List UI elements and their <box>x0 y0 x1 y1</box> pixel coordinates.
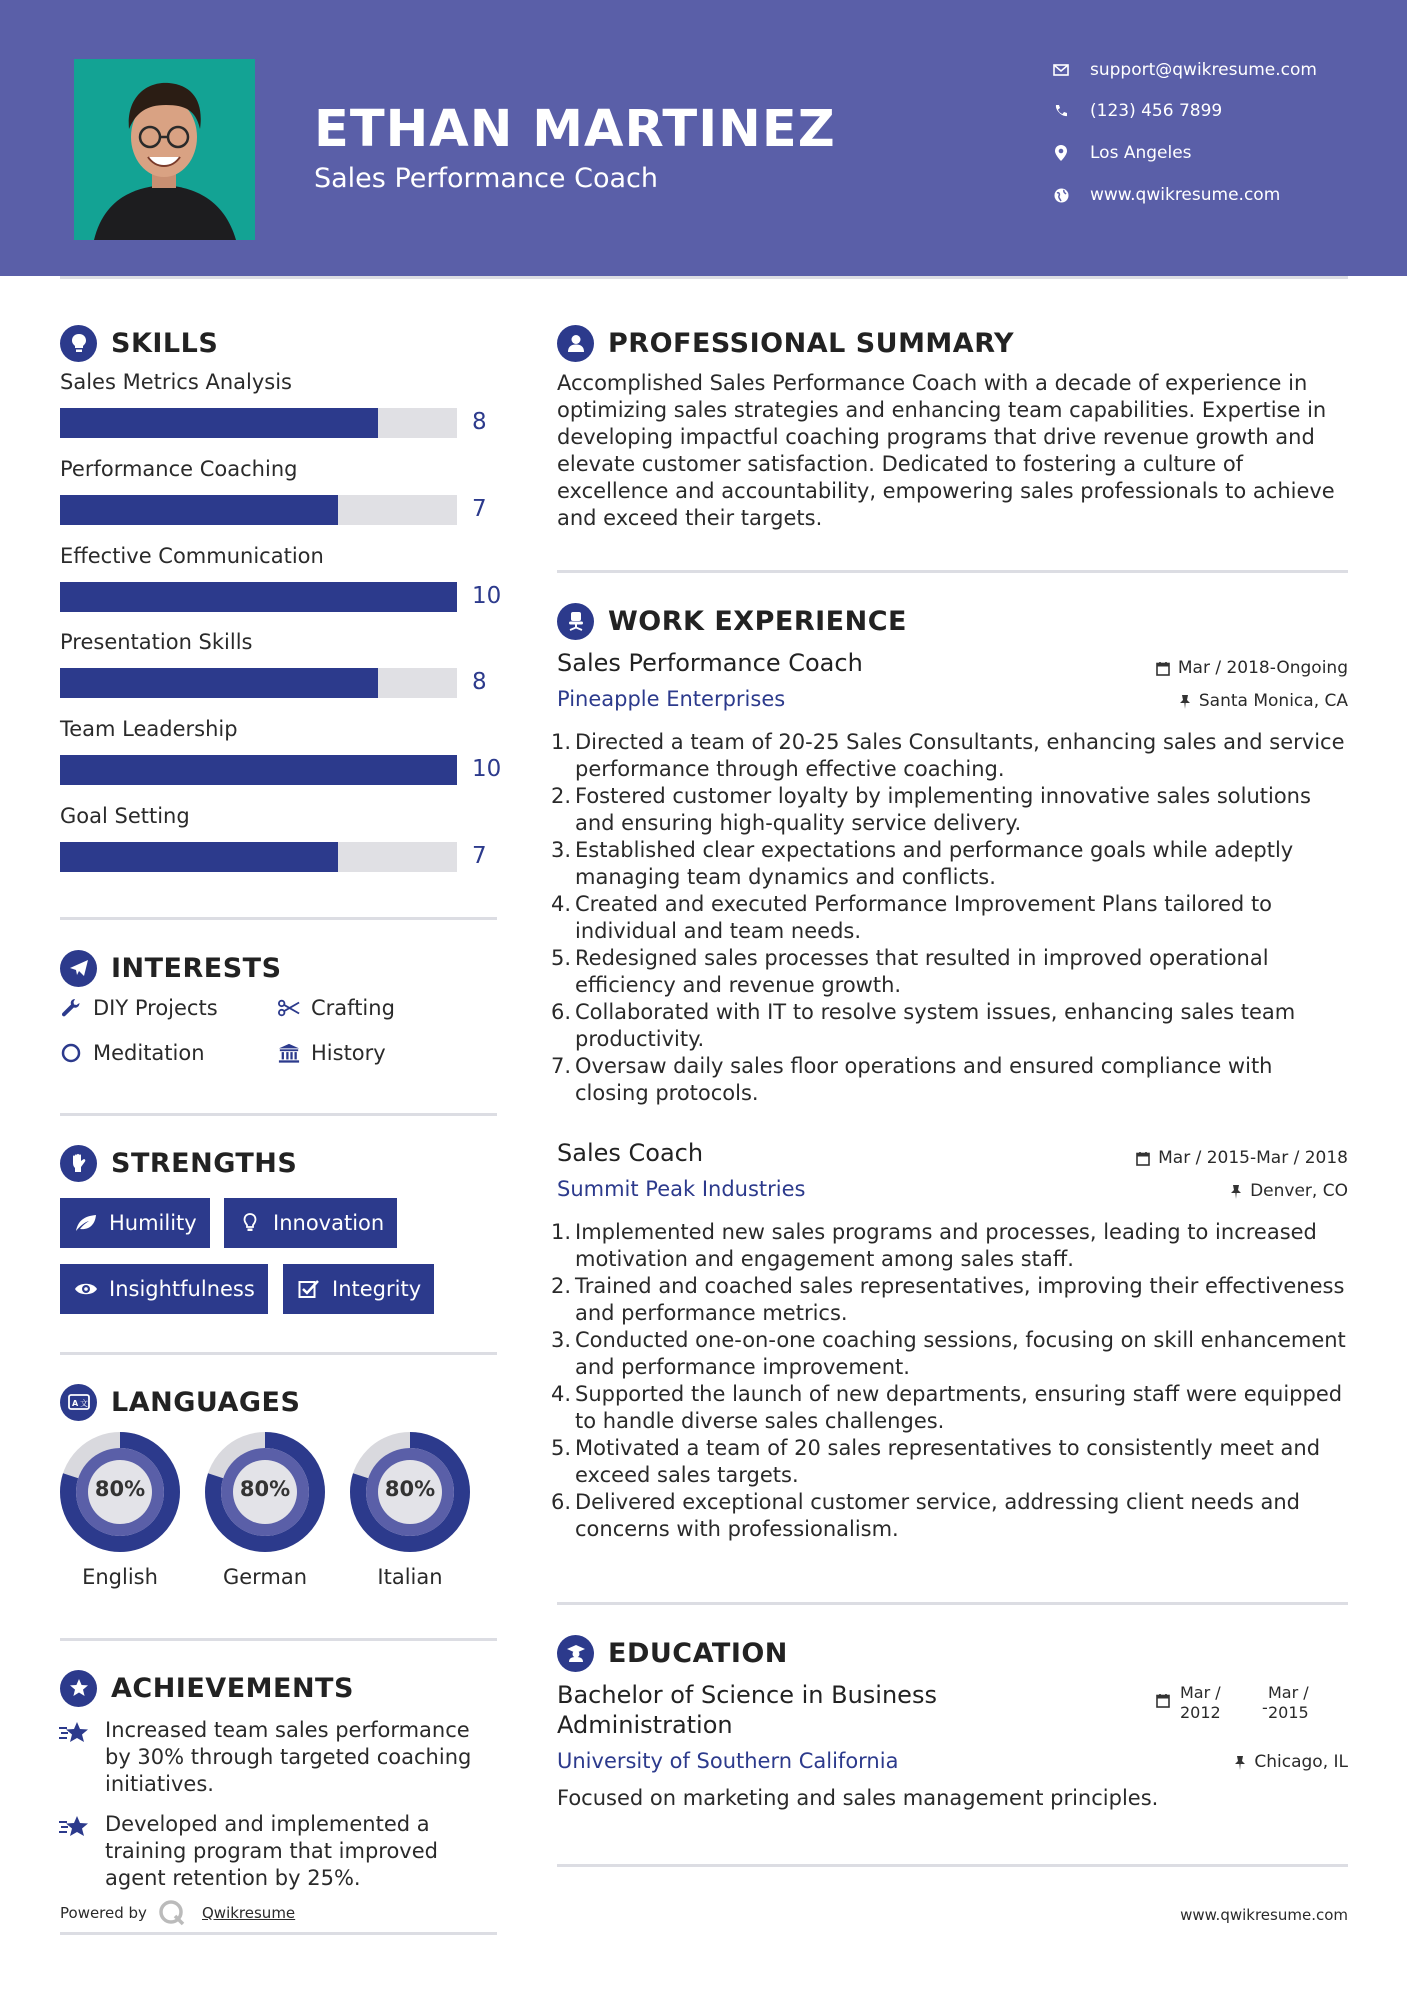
language-label: Italian <box>377 1565 443 1589</box>
contact-email-text: support@qwikresume.com <box>1090 60 1317 80</box>
language-label: English <box>82 1565 158 1589</box>
globe-icon <box>1050 184 1072 206</box>
circle-icon <box>60 1042 82 1064</box>
job-location <box>1179 691 1348 711</box>
strength-label: Integrity <box>332 1277 422 1301</box>
languages-title: LANGUAGES <box>111 1386 301 1418</box>
contact-email[interactable] <box>1050 55 1370 85</box>
interest-item <box>60 1041 205 1065</box>
school-name: University of Southern California <box>557 1749 899 1773</box>
edu-end-month: Mar / <box>1268 1683 1309 1702</box>
svg-text:文: 文 <box>79 1399 88 1408</box>
strength-tag <box>60 1264 268 1314</box>
edu-start-month: Mar / <box>1180 1683 1221 1702</box>
interest-item <box>60 996 218 1020</box>
language-icon <box>60 1384 97 1421</box>
skill-label: Team Leadership <box>60 717 238 741</box>
summary-heading <box>557 323 1014 363</box>
section-divider <box>557 570 1348 573</box>
candidate-name: ETHAN MARTINEZ <box>314 100 836 159</box>
job-date-text: Mar / 2015-Mar / 2018 <box>1158 1148 1348 1168</box>
profile-photo <box>74 59 255 240</box>
summary-text: Accomplished Sales Performance Coach with a decade of experience in optimizing sales strategies and enhancing team capabilities. Expertise in developing impactful coaching programs that drive revenue growth and elevate customer satisfaction. Dedicated to fostering a culture of excellence and accountability, empowering sales professionals to achieve and exceed their targets. <box>557 371 1335 530</box>
education-heading <box>557 1633 788 1673</box>
section-divider <box>60 1932 497 1935</box>
achievement-text: Developed and implemented a training program that improved agent retention by 25%. <box>105 1812 438 1890</box>
skills-title: SKILLS <box>111 327 219 359</box>
paper-plane-icon <box>60 950 97 987</box>
interests-heading <box>60 948 282 988</box>
skill-bar-fill <box>60 842 338 872</box>
skill-bar-fill <box>60 755 457 785</box>
edu-end-year: 2015 <box>1268 1703 1309 1722</box>
contact-website[interactable] <box>1050 180 1370 210</box>
contact-location <box>1050 138 1370 168</box>
fist-icon <box>60 1145 97 1182</box>
section-divider <box>60 1352 497 1355</box>
skill-bar-fill <box>60 495 338 525</box>
strength-tag <box>60 1198 210 1248</box>
gauge-percent: 80% <box>384 1477 436 1501</box>
experience-heading <box>557 601 907 641</box>
language-label: German <box>222 1565 308 1589</box>
duty-item: 4. Supported the launch of new departments, ensuring staff were equipped to handle diverse sales challenges. <box>551 1382 1343 1433</box>
edu-date-dash: - <box>1262 1698 1268 1717</box>
strength-tag <box>283 1264 434 1314</box>
edu-description: Focused on marketing and sales management principles. <box>557 1786 1159 1810</box>
job-location-text: Santa Monica, CA <box>1198 691 1348 711</box>
duty-item: 6. Collaborated with IT to resolve system issues, enhancing sales team productivity. <box>551 1000 1296 1051</box>
skill-value: 8 <box>472 669 487 695</box>
qwikresume-link[interactable]: Qwikresume <box>202 1904 296 1922</box>
interest-label: History <box>311 1041 386 1065</box>
contact-location-text: Los Angeles <box>1090 143 1192 163</box>
envelope-icon <box>1050 59 1072 81</box>
duty-item: 4. Created and executed Performance Improvement Plans tailored to individual and team needs. <box>551 892 1273 943</box>
duty-item: 3. Conducted one-on-one coaching sessions, focusing on skill enhancement and performance improvement. <box>551 1328 1346 1379</box>
duty-item: 3. Established clear expectations and performance goals while adeptly managing team dynamics and conflicts. <box>551 838 1294 889</box>
duty-item: 2. Fostered customer loyalty by implementing innovative sales solutions and ensuring high-quality service delivery. <box>551 784 1311 835</box>
duty-item: 1. Directed a team of 20-25 Sales Consultants, enhancing sales and service performance through effective coaching. <box>551 730 1345 781</box>
duty-item: 5. Motivated a team of 20 sales representatives to consistently meet and exceed sales targets. <box>551 1436 1321 1487</box>
calendar-icon <box>1136 1151 1150 1166</box>
skill-value: 10 <box>472 756 502 782</box>
duty-item: 7. Oversaw daily sales floor operations and ensured compliance with closing protocols. <box>551 1054 1273 1105</box>
strength-label: Insightfulness <box>109 1277 255 1301</box>
experience-title: WORK EXPERIENCE <box>608 605 907 637</box>
skill-bar-fill <box>60 582 457 612</box>
section-divider <box>557 1602 1348 1605</box>
qwikresume-logo-icon <box>158 1899 186 1927</box>
interest-label: Crafting <box>311 996 395 1020</box>
edu-location <box>1234 1752 1348 1772</box>
strengths-heading <box>60 1143 297 1183</box>
scissors-icon <box>278 997 300 1019</box>
map-pin-icon <box>1050 142 1072 164</box>
skill-label: Effective Communication <box>60 544 324 568</box>
header-divider <box>60 276 1348 279</box>
skill-bar <box>60 582 457 612</box>
leaf-icon <box>73 1212 99 1234</box>
skill-bar <box>60 755 457 785</box>
skill-value: 7 <box>472 496 487 522</box>
languages-heading <box>60 1382 300 1422</box>
duty-item: 6. Delivered exceptional customer service, addressing client needs and concerns with professionalism. <box>551 1490 1300 1541</box>
powered-by-label: Powered by <box>60 1904 147 1922</box>
interest-item <box>278 996 395 1020</box>
calendar-icon <box>1156 1693 1170 1712</box>
section-divider <box>557 1864 1348 1867</box>
svg-text:A: A <box>71 1399 78 1408</box>
pin-icon <box>1179 694 1191 709</box>
summary-title: PROFESSIONAL SUMMARY <box>608 327 1015 359</box>
section-divider <box>60 917 497 920</box>
achievements-title: ACHIEVEMENTS <box>111 1672 354 1704</box>
skills-heading <box>60 323 218 363</box>
company-name: Pineapple Enterprises <box>557 687 786 711</box>
contact-website-text: www.qwikresume.com <box>1090 185 1281 205</box>
duty-item: 2. Trained and coached sales representatives, improving their effectiveness and performance metrics. <box>551 1274 1345 1325</box>
contact-phone[interactable] <box>1050 96 1370 126</box>
strength-label: Humility <box>109 1211 197 1235</box>
star-icon <box>58 1814 92 1842</box>
museum-icon <box>278 1042 300 1064</box>
duty-item: 5. Redesigned sales processes that resulted in improved operational efficiency and revenue growth. <box>551 946 1269 997</box>
language-gauge <box>58 1430 182 1554</box>
lightbulb-icon <box>237 1212 263 1234</box>
job-location <box>1230 1181 1348 1201</box>
skill-bar <box>60 842 457 872</box>
star-icon <box>58 1720 92 1748</box>
interest-label: Meditation <box>93 1041 205 1065</box>
skill-value: 8 <box>472 409 487 435</box>
contact-phone-text: (123) 456 7899 <box>1090 101 1223 121</box>
skill-bar <box>60 408 457 438</box>
edu-start-year: 2012 <box>1180 1703 1221 1722</box>
skill-label: Goal Setting <box>60 804 190 828</box>
strength-tag <box>224 1198 397 1248</box>
pin-icon <box>1230 1184 1242 1199</box>
skill-label: Presentation Skills <box>60 630 253 654</box>
eye-icon <box>73 1278 99 1300</box>
degree-line-2: Administration <box>557 1711 733 1739</box>
job-date <box>1156 658 1348 678</box>
skill-bar-fill <box>60 668 378 698</box>
phone-icon <box>1050 100 1072 122</box>
job-date <box>1136 1148 1348 1168</box>
calendar-icon <box>1156 661 1170 676</box>
degree-line-1: Bachelor of Science in Business <box>557 1681 937 1709</box>
job-duties <box>551 729 1352 1107</box>
interest-item <box>278 1041 386 1065</box>
job-title: Sales Coach <box>557 1139 704 1167</box>
job-title: Sales Performance Coach <box>557 649 863 677</box>
candidate-role: Sales Performance Coach <box>314 163 658 194</box>
graduate-icon <box>557 1635 594 1672</box>
section-divider <box>60 1638 497 1641</box>
skill-label: Sales Metrics Analysis <box>60 370 292 394</box>
achievements-heading <box>60 1668 354 1708</box>
language-gauge <box>348 1430 472 1554</box>
strength-label: Innovation <box>273 1211 385 1235</box>
star-badge-icon <box>60 1670 97 1707</box>
skill-bar <box>60 668 457 698</box>
interest-label: DIY Projects <box>93 996 218 1020</box>
job-location-text: Denver, CO <box>1250 1181 1348 1201</box>
gauge-percent: 80% <box>239 1477 291 1501</box>
job-date-text: Mar / 2018-Ongoing <box>1177 658 1348 678</box>
strengths-title: STRENGTHS <box>111 1147 298 1179</box>
achievement-text: Increased team sales performance by 30% through targeted coaching initiatives. <box>105 1718 472 1796</box>
wrench-icon <box>60 997 82 1019</box>
footer-website[interactable]: www.qwikresume.com <box>1180 1906 1348 1924</box>
language-gauge <box>203 1430 327 1554</box>
job-duties <box>551 1219 1352 1543</box>
company-name: Summit Peak Industries <box>557 1177 806 1201</box>
skill-value: 10 <box>472 583 502 609</box>
check-square-icon <box>296 1278 322 1300</box>
skill-value: 7 <box>472 843 487 869</box>
duty-item: 1. Implemented new sales programs and processes, leading to increased motivation and engagement among sales staff. <box>551 1220 1317 1271</box>
education-title: EDUCATION <box>608 1637 788 1669</box>
skill-bar <box>60 495 457 525</box>
skill-label: Performance Coaching <box>60 457 298 481</box>
pin-icon <box>1234 1755 1246 1770</box>
lightbulb-icon <box>60 325 97 362</box>
user-icon <box>557 325 594 362</box>
skill-bar-fill <box>60 408 378 438</box>
gauge-percent: 80% <box>94 1477 146 1501</box>
section-divider <box>60 1113 497 1116</box>
edu-location-text: Chicago, IL <box>1254 1752 1348 1772</box>
office-chair-icon <box>557 603 594 640</box>
interests-title: INTERESTS <box>111 952 282 984</box>
